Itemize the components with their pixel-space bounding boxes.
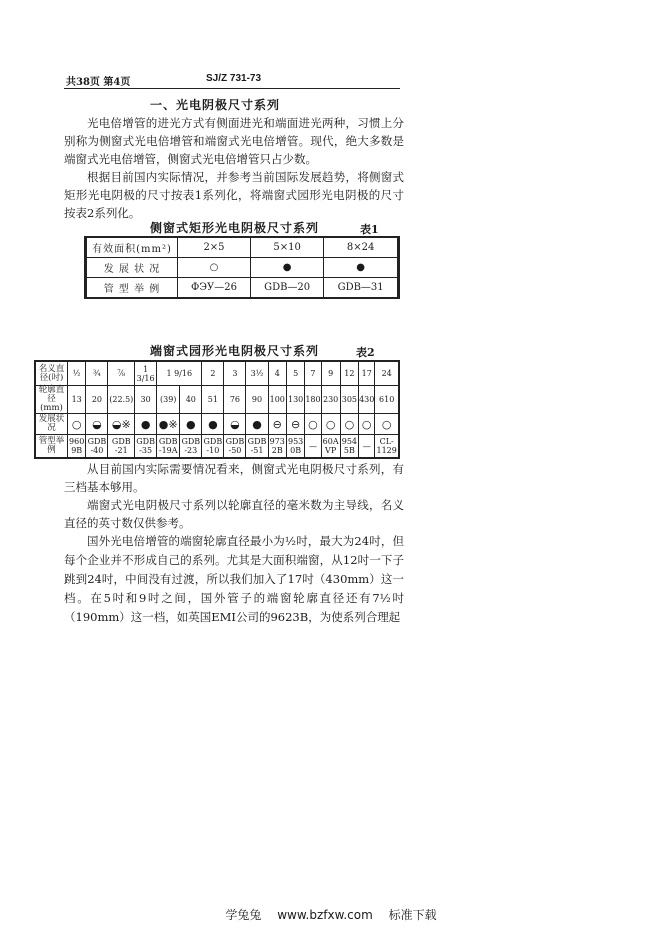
table-cell: GDB—20	[251, 278, 324, 299]
table-row	[35, 386, 399, 414]
table-cell: 2×5	[178, 237, 251, 258]
status-cell: ●	[180, 414, 202, 435]
table-cell: 30	[135, 386, 157, 414]
table-cell: 24	[375, 361, 399, 386]
status-cell: ●※	[157, 414, 180, 435]
status-cell: ⊖	[286, 414, 304, 435]
table-1	[84, 236, 400, 299]
table-cell: ○	[178, 258, 251, 278]
footer-site-name: 学兔兔	[225, 908, 262, 922]
table-cell: ●	[251, 258, 324, 278]
table-cell: (39)	[157, 386, 180, 414]
row-header: 轮廓直径(mm)	[35, 386, 68, 414]
header-rule	[64, 88, 400, 89]
table-cell: 90	[246, 386, 268, 414]
table-cell: 76	[224, 386, 246, 414]
table1-number: 表1	[360, 223, 379, 236]
table-cell: GDB -19A	[157, 435, 180, 459]
paragraph-1: 光电倍增管的进光方式有侧面进光和端面进光两种，习惯上分别称为侧窗式光电倍增管和端窗式光电倍增管。现代，绝大多数是端窗式光电倍增管，侧窗式光电倍增管只占少数。	[64, 116, 404, 167]
table-cell: 5×10	[251, 237, 324, 258]
table-cell: ●	[324, 258, 399, 278]
status-cell: ◒※	[108, 414, 135, 435]
table-row	[86, 237, 399, 258]
status-cell: ⊖	[268, 414, 286, 435]
row-header: 名义直径(吋)	[35, 361, 68, 386]
table-cell: CL-1129	[375, 435, 399, 459]
page-info: 共38页 第4页	[66, 77, 131, 88]
table-cell: GDB -35	[135, 435, 157, 459]
table-cell: 13	[68, 386, 86, 414]
table-cell: 973 2B	[268, 435, 286, 459]
paragraph-2: 根据目前国内实际情况，并参考当前国际发展趋势，将侧窗式矩形光电阴极的尺寸按表1系列化，将端窗式园形光电阴极的尺寸按表2系列化。	[64, 170, 404, 221]
table-cell: 5	[286, 361, 304, 386]
row-header: 有效面积(mm²)	[86, 237, 178, 258]
table-cell: GDB -40	[86, 435, 108, 459]
table-cell: 17	[359, 361, 375, 386]
page-footer	[0, 906, 662, 923]
status-cell: ○	[68, 414, 86, 435]
table-cell: 3½	[246, 361, 268, 386]
row-header: 管型举例	[35, 435, 68, 459]
row-header: 发 展 状 况	[86, 258, 178, 278]
status-cell: ○	[305, 414, 321, 435]
table-2	[34, 360, 400, 459]
row-header: 管 型 举 例	[86, 278, 178, 299]
table-cell: 230	[321, 386, 340, 414]
table2-caption: 端窗式园形光电阴极尺寸系列	[150, 344, 320, 358]
table-cell: 953 0B	[286, 435, 304, 459]
table-cell: 100	[268, 386, 286, 414]
table-cell: GDB -23	[180, 435, 202, 459]
status-cell: ●	[135, 414, 157, 435]
table-cell: 1 9/16	[157, 361, 202, 386]
status-cell: ○	[321, 414, 340, 435]
status-cell: ○	[375, 414, 399, 435]
table-row	[86, 258, 399, 278]
status-cell: ●	[202, 414, 224, 435]
status-cell: ○	[340, 414, 358, 435]
table-cell: 60A VP	[321, 435, 340, 459]
table-cell: (22.5)	[108, 386, 135, 414]
table-row	[35, 435, 399, 459]
table-cell: 610	[375, 386, 399, 414]
table-cell: 8×24	[324, 237, 399, 258]
table-cell: GDB -10	[202, 435, 224, 459]
table-cell: 51	[202, 386, 224, 414]
table-row	[35, 414, 399, 435]
table-cell: —	[359, 435, 375, 459]
table-cell: ¾	[86, 361, 108, 386]
paragraph-5: 国外光电倍增管的端窗轮廓直径最小为½吋，最大为24吋，但每个企业并不形成自己的系列。尤其是大面积端窗，从12吋一下子跳到24吋，中间没有过渡，所以我们加入了17吋（430mm）这一档。在5吋和9吋之间，国外管子的端窗轮廓直径还有7½吋（190mm）这一档，如英国EMI公司的9623B，为使系列合理起	[64, 534, 404, 624]
row-header: 发展状况	[35, 414, 68, 435]
paragraph-3: 从目前国内实际需要情况看来，侧窗式光电阴极尺寸系列，有三档基本够用。	[64, 462, 404, 495]
standard-number: SJ/Z 731-73	[206, 73, 262, 84]
table-cell: 3	[224, 361, 246, 386]
table-cell: GDB -21	[108, 435, 135, 459]
table-cell: 12	[340, 361, 358, 386]
footer-slogan: 标准下载	[388, 908, 437, 922]
table-row	[86, 278, 399, 299]
table-cell: 430	[359, 386, 375, 414]
table-cell: 4	[268, 361, 286, 386]
table-cell: ФЭУ—26	[178, 278, 251, 299]
table-cell: 40	[180, 386, 202, 414]
table-cell: —	[305, 435, 321, 459]
table-cell: 130	[286, 386, 304, 414]
section-title: 一、光电阴极尺寸系列	[150, 98, 281, 112]
table-cell: GDB—31	[324, 278, 399, 299]
status-cell: ●	[246, 414, 268, 435]
paragraph-4: 端窗式光电阴极尺寸系列以轮廓直径的毫米数为主导线，名义直径的英寸数仅供参考。	[64, 498, 404, 531]
table-cell: 1 3/16	[135, 361, 157, 386]
status-cell: ◒	[224, 414, 246, 435]
table-cell: GDB -50	[224, 435, 246, 459]
table-cell: 7	[305, 361, 321, 386]
table-cell: 9	[321, 361, 340, 386]
footer-url[interactable]: www.bzfxw.com	[277, 908, 373, 922]
status-cell: ◒	[86, 414, 108, 435]
table-cell: GDB -51	[246, 435, 268, 459]
table-cell: 960 9B	[68, 435, 86, 459]
table-cell: ⅞	[108, 361, 135, 386]
table-cell: 305	[340, 386, 358, 414]
table-cell: 180	[305, 386, 321, 414]
table-row	[35, 361, 399, 386]
table2-number: 表2	[356, 346, 375, 359]
status-cell: ○	[359, 414, 375, 435]
table-cell: 20	[86, 386, 108, 414]
table-cell: 954 5B	[340, 435, 358, 459]
table-cell: 2	[202, 361, 224, 386]
table1-caption: 侧窗式矩形光电阴极尺寸系列	[150, 221, 320, 235]
table-cell: ½	[68, 361, 86, 386]
